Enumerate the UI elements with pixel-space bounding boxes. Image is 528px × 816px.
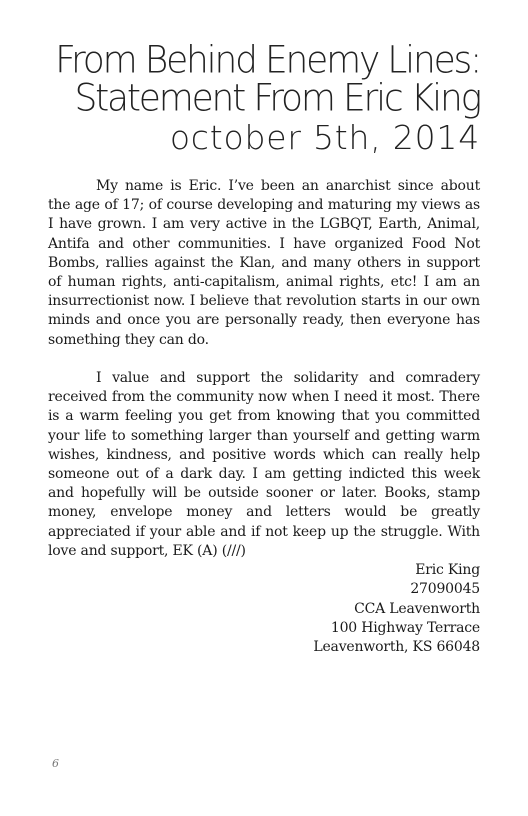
body-paragraph-2: I value and support the solidarity and comradery received from the community now when I need it most. There is a warm feeling you get from knowing that you committed your life to something larger than yourself and getting warm wishes, kindness, and positive words which can really help someone out of a dark day. I am getting indicted this week and hopefully will be outside sooner or later. Books, stamp money, envelope money and letters would be greatly appreciated if your able and if not keep up the struggle. With love and support, EK (A) (///) — [48, 370, 480, 559]
title-line-2: Statement From Eric King — [74, 76, 480, 120]
body-paragraph-1: My name is Eric. I’ve been an anarchist since about the age of 17; of course developing and maturing my views as I have grown. I am very active in the LGBQT, Earth, Animal, Antifa and other communities. I have organized Food Not Bombs, rallies against the Klan, and many others in support of human rights, anti-capitalism, animal rights, etc! I am an insurrectionist now. I believe that revolution starts in our own minds and once you are personally ready, then everyone has something they can do. — [48, 178, 480, 348]
signature-name: Eric King — [415, 562, 480, 578]
statement-body — [48, 177, 480, 561]
page-number: 6 — [52, 757, 59, 770]
signature-city: Leavenworth, KS 66048 — [313, 639, 480, 656]
title-date: october 5th, 2014 — [169, 118, 480, 157]
page-title — [55, 38, 480, 158]
title-line-1: From Behind Enemy Lines: — [55, 38, 480, 82]
signature-street: 100 Highway Terrace — [330, 619, 480, 636]
signature-id-number: 27090045 — [410, 581, 480, 598]
signature-facility: CCA Leavenworth — [354, 600, 480, 617]
signature-block — [313, 561, 480, 657]
